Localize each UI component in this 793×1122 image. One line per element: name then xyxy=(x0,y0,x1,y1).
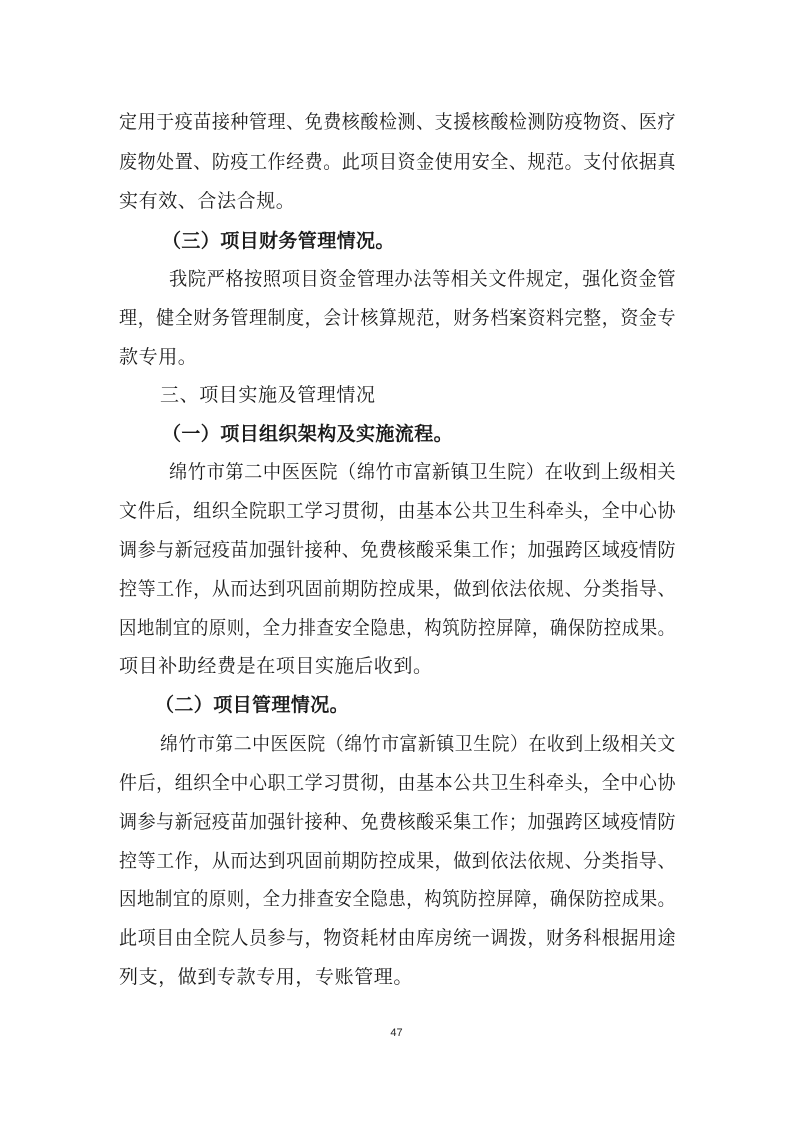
body-text-line: 废物处置、防疫工作经费。此项目资金使用安全、规范。支付依据真 xyxy=(119,151,677,173)
body-text-line: 实有效、合法合规。 xyxy=(119,190,296,212)
body-text-line: 因地制宜的原则，全力排查安全隐患，构筑防控屏障，确保防控成果。 xyxy=(119,888,676,910)
page-number: 47 xyxy=(390,1027,403,1039)
body-text-line: 我院严格按照项目资金管理办法等相关文件规定，强化资金管 xyxy=(169,268,677,290)
body-text-line: 因地制宜的原则，全力排查安全隐患，构筑防控屏障，确保防控成果。 xyxy=(119,617,676,639)
body-text-line: 定用于疫苗接种管理、免费核酸检测、支援核酸检测防疫物资、医疗 xyxy=(119,111,677,133)
body-text-line: 文件后，组织全院职工学习贯彻，由基本公共卫生科牵头，全中心协 xyxy=(119,500,677,522)
subsection-heading: （一）项目组织架构及实施流程。 xyxy=(162,423,454,445)
body-text-line: 调参与新冠疫苗加强针接种、免费核酸采集工作；加强跨区域疫情防 xyxy=(119,539,677,561)
body-text-line: 调参与新冠疫苗加强针接种、免费核酸采集工作；加强跨区域疫情防 xyxy=(119,811,677,833)
subsection-heading: （二）项目管理情况。 xyxy=(155,694,350,716)
body-text-line: 控等工作，从而达到巩固前期防控成果，做到依法依规、分类指导、 xyxy=(119,850,677,872)
body-text-line: 项目补助经费是在项目实施后收到。 xyxy=(119,655,433,677)
body-text-line: 件后，组织全中心职工学习贯彻，由基本公共卫生科牵头，全中心协 xyxy=(119,772,677,794)
body-text-line: 列支，做到专款专用，专账管理。 xyxy=(119,966,414,988)
body-text-line: 绵竹市第二中医医院（绵竹市富新镇卫生院）在收到上级相关文 xyxy=(160,733,676,755)
body-text-line: 此项目由全院人员参与，物资耗材由库房统一调拨，财务科根据用途 xyxy=(119,927,677,949)
body-text-line: 款专用。 xyxy=(119,346,198,368)
body-text-line: 理，健全财务管理制度，会计核算规范，财务档案资料完整，资金专 xyxy=(119,307,677,329)
subsection-heading: （三）项目财务管理情况。 xyxy=(162,230,395,252)
body-text-line: 控等工作，从而达到巩固前期防控成果，做到依法依规、分类指导、 xyxy=(119,578,677,600)
section-heading: 三、项目实施及管理情况 xyxy=(160,384,376,406)
body-text-line: 绵竹市第二中医医院（绵竹市富新镇卫生院）在收到上级相关 xyxy=(169,461,677,483)
